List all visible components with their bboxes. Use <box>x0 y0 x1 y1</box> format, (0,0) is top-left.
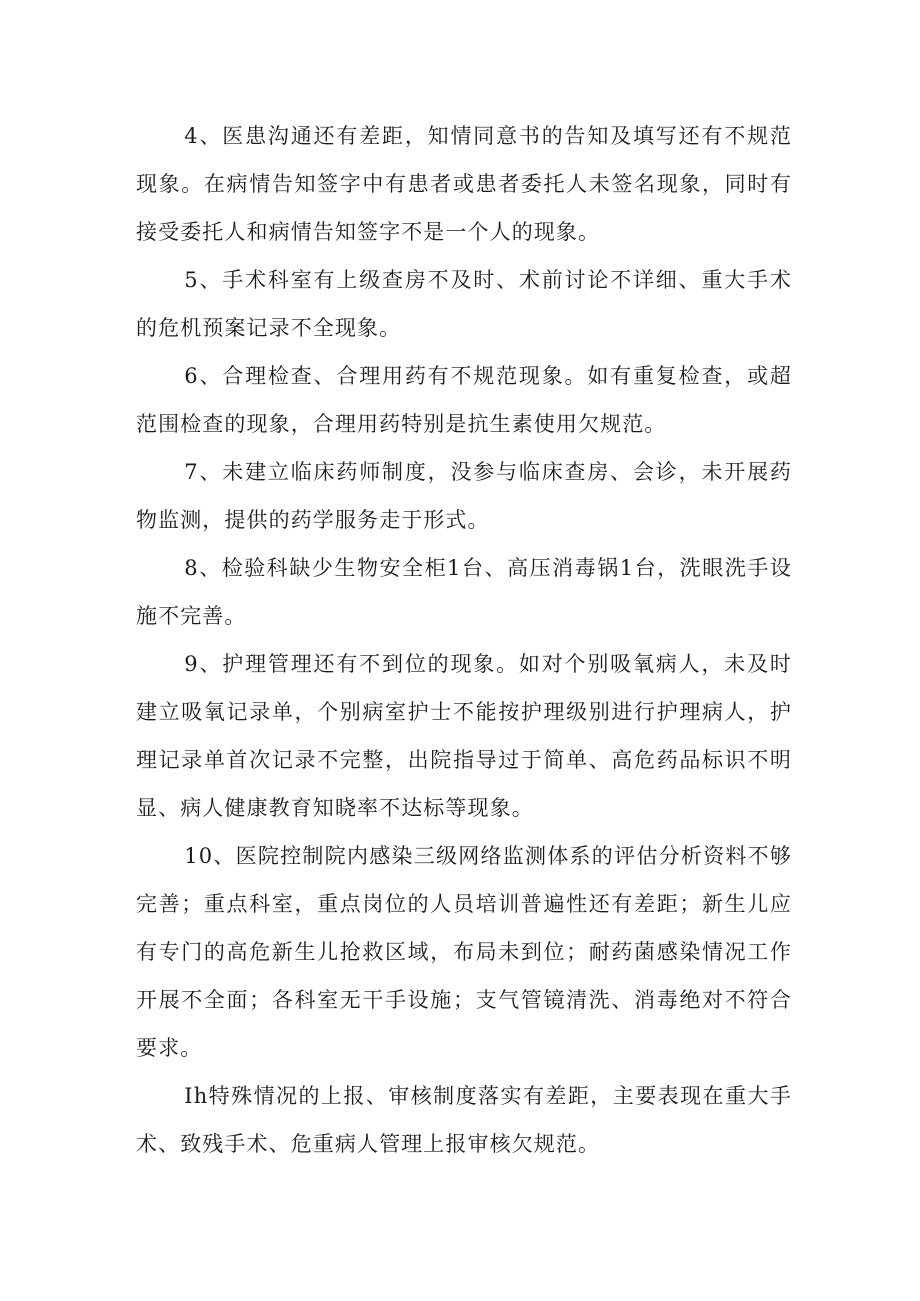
paragraph-7: 7、未建立临床药师制度，没参与临床查房、会诊，未开展药物监测，提供的药学服务走于形式。 <box>136 460 792 532</box>
paragraph-4: 4、医患沟通还有差距，知情同意书的告知及填写还有不规范现象。在病情告知签字中有患者或患者委托人未签名现象，同时有接受委托人和病情告知签字不是一个人的现象。 <box>136 124 792 244</box>
paragraph-8: 8、检验科缺少生物安全柜1台、高压消毒锅1台，洗眼洗手设施不完善。 <box>136 556 792 628</box>
document-body <box>136 112 792 1168</box>
paragraph-6: 6、合理检查、合理用药有不规范现象。如有重复检查，或超范围检查的现象，合理用药特别是抗生素使用欠规范。 <box>136 364 792 436</box>
paragraph-9: 9、护理管理还有不到位的现象。如对个别吸氧病人，未及时建立吸氧记录单，个别病室护士不能按护理级别进行护理病人，护理记录单首次记录不完整，出院指导过于简单、高危药品标识不明显、病人健康教育知晓率不达标等现象。 <box>136 652 792 820</box>
paragraph-11: Ih特殊情况的上报、审核制度落实有差距，主要表现在重大手术、致残手术、危重病人管理上报审核欠规范。 <box>136 1084 792 1156</box>
paragraph-5: 5、手术科室有上级查房不及时、术前讨论不详细、重大手术的危机预案记录不全现象。 <box>136 268 792 340</box>
paragraph-10: 10、医院控制院内感染三级网络监测体系的评估分析资料不够完善；重点科室，重点岗位的人员培训普遍性还有差距；新生儿应有专门的高危新生儿抢救区域，布局未到位；耐药菌感染情况工作开展不全面；各科室无干手设施；支气管镜清洗、消毒绝对不符合要求。 <box>136 844 792 1060</box>
